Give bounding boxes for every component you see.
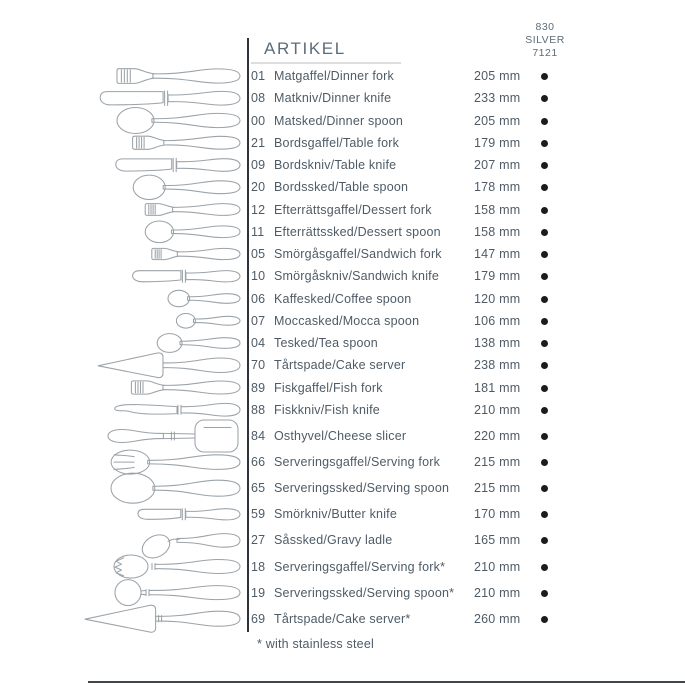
availability-dot <box>541 118 548 125</box>
availability-dot <box>541 318 548 325</box>
row-size: 179 mm <box>474 269 521 284</box>
availability-dot <box>541 407 548 414</box>
availability-dot <box>541 340 548 347</box>
availability-dot <box>541 73 548 80</box>
row-size: 138 mm <box>474 336 521 350</box>
table-row <box>250 269 615 285</box>
table-row <box>250 158 615 174</box>
table-row <box>250 358 615 374</box>
row-name: Bordssked/Table spoon <box>274 180 409 195</box>
availability-dot <box>541 251 548 258</box>
row-number: 70 <box>251 358 266 373</box>
row-size: 120 mm <box>474 291 521 306</box>
table-row <box>250 481 615 497</box>
page-title: ARTIKEL <box>264 39 346 58</box>
row-number: 07 <box>251 313 266 328</box>
row-name: Bordsgaffel/Table fork <box>274 135 400 150</box>
row-number: 10 <box>251 269 266 284</box>
row-name: Serveringssked/Serving spoon* <box>274 585 455 600</box>
row-name: Bordskniv/Table knife <box>274 158 397 172</box>
availability-dot <box>541 362 548 369</box>
availability-dot <box>541 296 548 303</box>
availability-dot <box>541 162 548 169</box>
row-number: 08 <box>251 91 266 106</box>
row-name: Smörgåsgaffel/Sandwich fork <box>274 247 442 261</box>
table-row <box>250 225 615 241</box>
row-number: 06 <box>251 291 266 306</box>
table-row <box>250 381 615 397</box>
row-name: Kaffesked/Coffee spoon <box>274 291 412 306</box>
row-size: 215 mm <box>474 481 521 496</box>
row-name: Smörgåskniv/Sandwich knife <box>274 269 439 284</box>
row-number: 69 <box>251 611 266 626</box>
row-size: 170 mm <box>474 507 521 522</box>
row-name: Osthyvel/Cheese slicer <box>274 429 407 443</box>
row-size: 181 mm <box>474 380 521 395</box>
availability-dot <box>541 537 548 544</box>
row-size: 179 mm <box>474 135 521 150</box>
row-number: 05 <box>251 247 266 261</box>
availability-dot <box>541 459 548 466</box>
table-row <box>250 507 615 523</box>
row-size: 165 mm <box>474 533 521 548</box>
row-name: Serveringsgaffel/Serving fork <box>274 455 441 470</box>
table-row <box>250 455 615 471</box>
row-name: Moccasked/Mocca spoon <box>274 313 420 328</box>
availability-dot <box>541 95 548 102</box>
table-row <box>250 180 615 196</box>
table-row <box>250 403 615 419</box>
row-number: 19 <box>251 585 266 600</box>
availability-header-line: SILVER <box>525 34 565 46</box>
row-size: 210 mm <box>474 402 521 417</box>
row-number: 18 <box>251 559 266 574</box>
table-row <box>250 314 615 330</box>
row-name: Fiskkniv/Fish knife <box>274 402 380 417</box>
row-number: 65 <box>251 481 266 496</box>
row-number: 12 <box>251 202 266 217</box>
row-size: 207 mm <box>474 158 521 172</box>
table-row <box>250 612 615 628</box>
bottom-rule <box>88 681 685 683</box>
availability-dot <box>541 511 548 518</box>
row-name: Matsked/Dinner spoon <box>274 113 404 128</box>
row-size: 210 mm <box>474 559 521 574</box>
row-size: 238 mm <box>474 358 521 373</box>
table-row <box>250 292 615 308</box>
availability-dot <box>541 616 548 623</box>
table-row <box>250 247 615 263</box>
availability-dot <box>541 184 548 191</box>
table-row <box>250 69 615 85</box>
row-number: 88 <box>251 402 266 417</box>
row-name: Efterrättsgaffel/Dessert fork <box>274 202 432 217</box>
row-name: Tårtspade/Cake server <box>274 358 406 373</box>
row-number: 21 <box>251 135 266 150</box>
row-name: Tårtspade/Cake server* <box>274 611 411 626</box>
row-name: Serveringsgaffel/Serving fork* <box>274 559 446 574</box>
row-number: 09 <box>251 158 266 172</box>
row-size: 205 mm <box>474 113 521 128</box>
table-row <box>250 136 615 152</box>
availability-dot <box>541 433 548 440</box>
row-name: Matgaffel/Dinner fork <box>274 69 394 83</box>
table-row <box>250 429 615 445</box>
row-size: 233 mm <box>474 91 521 106</box>
row-size: 178 mm <box>474 180 521 195</box>
table-row <box>250 114 615 130</box>
row-size: 205 mm <box>474 69 521 83</box>
table-row <box>250 91 615 107</box>
availability-dot <box>541 273 548 280</box>
availability-dot <box>541 385 548 392</box>
availability-dot <box>541 207 548 214</box>
table-row <box>250 203 615 219</box>
row-number: 84 <box>251 429 266 443</box>
table-row <box>250 560 615 576</box>
row-number: 89 <box>251 380 266 395</box>
row-size: 220 mm <box>474 429 521 443</box>
table-row <box>250 533 615 549</box>
row-name: Serveringssked/Serving spoon <box>274 481 450 496</box>
row-size: 215 mm <box>474 455 521 470</box>
row-size: 106 mm <box>474 313 521 328</box>
row-name: Tesked/Tea spoon <box>274 336 378 350</box>
footnote: * with stainless steel <box>257 637 374 651</box>
row-name: Fiskgaffel/Fish fork <box>274 380 383 395</box>
row-name: Matkniv/Dinner knife <box>274 91 392 106</box>
row-name: Smörkniv/Butter knife <box>274 507 397 522</box>
availability-header-line: 7121 <box>532 47 558 59</box>
row-name: Efterrättssked/Dessert spoon <box>274 224 441 239</box>
row-number: 66 <box>251 455 266 470</box>
row-number: 59 <box>251 507 266 522</box>
row-number: 01 <box>251 69 266 83</box>
row-number: 00 <box>251 113 266 128</box>
row-number: 27 <box>251 533 266 548</box>
availability-header-line: 830 <box>535 21 555 33</box>
availability-dot <box>541 140 548 147</box>
availability-dot <box>541 564 548 571</box>
row-size: 210 mm <box>474 585 521 600</box>
availability-dot <box>541 590 548 597</box>
row-size: 158 mm <box>474 202 521 217</box>
row-name: Såssked/Gravy ladle <box>274 533 393 548</box>
row-number: 20 <box>251 180 266 195</box>
table-row <box>250 586 615 602</box>
availability-dot <box>541 485 548 492</box>
row-size: 147 mm <box>474 247 521 261</box>
row-size: 260 mm <box>474 611 521 626</box>
availability-dot <box>541 229 548 236</box>
row-size: 158 mm <box>474 224 521 239</box>
table-row <box>250 336 615 352</box>
row-number: 04 <box>251 336 266 350</box>
row-number: 11 <box>251 224 265 239</box>
